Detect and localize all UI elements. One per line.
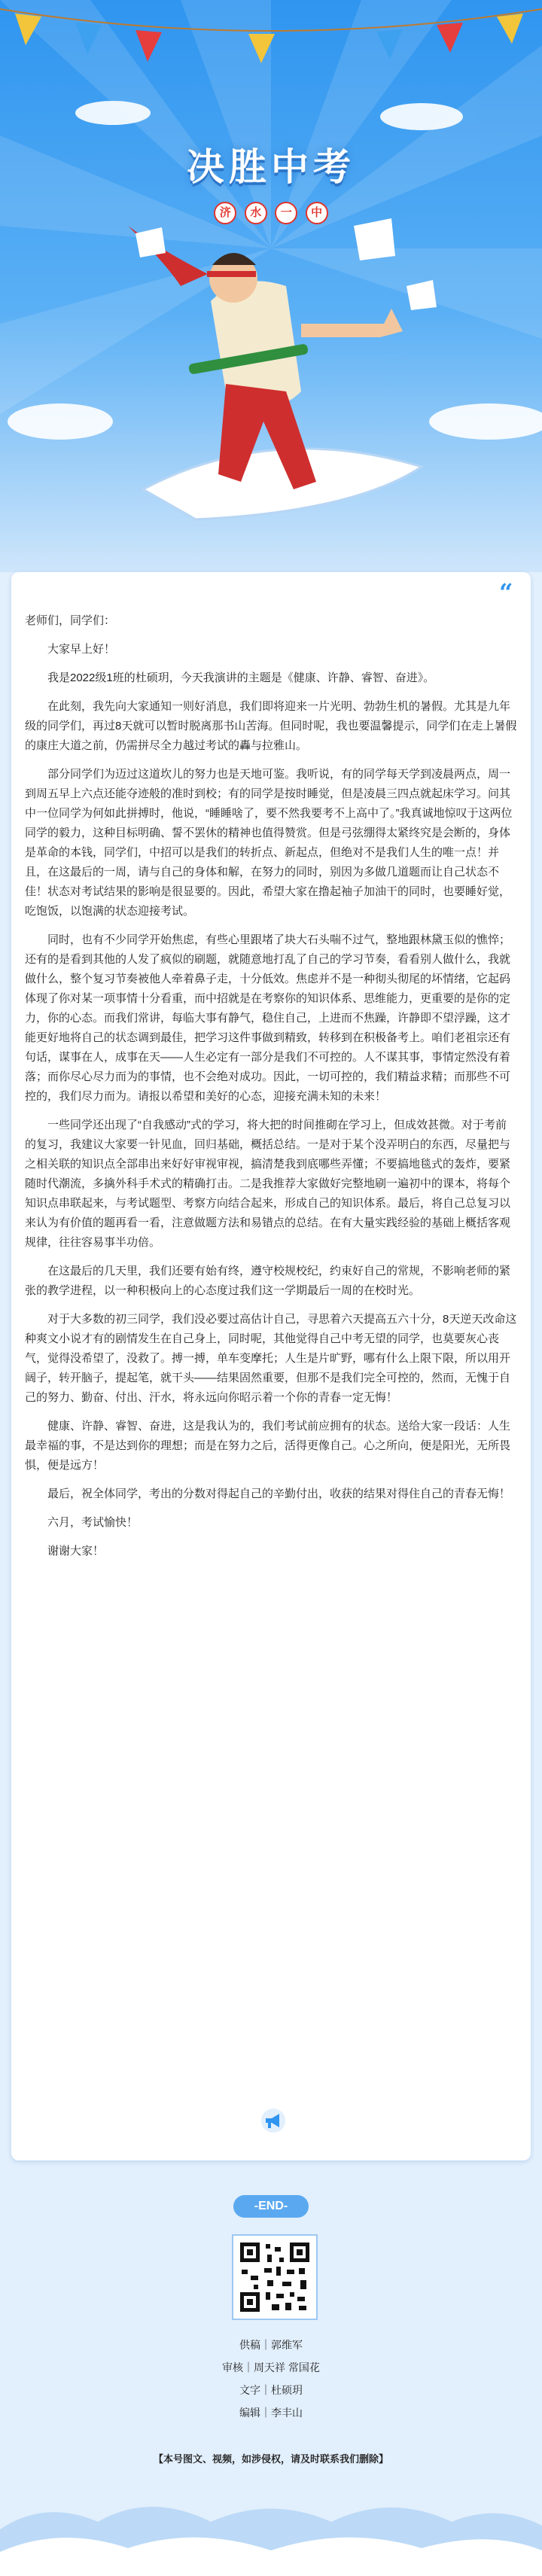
credit-line: 编辑｜李丰山 — [239, 2407, 303, 2419]
speech-card — [11, 572, 531, 2160]
credits — [0, 2334, 542, 2424]
sunburst-background — [0, 0, 542, 572]
qr-code[interactable] — [233, 2236, 316, 2319]
speech-paragraph: 同时，也有不少同学开始焦虑，有些心里跟堵了块大石头喘不过气，整地跟林黛玉似的憔悴；还有的是看到其他的人发了疯似的刷题，就随意地打乱了自己的学习节奏，看看别人做什么，我就做什么，整个复习节奏被他人牵着鼻子走，十分低效。焦虑并不是一种彻头彻尾的坏情绪，它起码体现了你对某一项事情十分看重，而中招就是在考察你的知识体系、思维能力，更重要的是你的定力，你的心态。而我们常讲，每临大事有静气，稳住自己，上进而不焦躁，许静即不望浮躁，这才能更好地将自己的状态调到最佳，把学习这件事做到精致，转移到在积极备考上。咱们老祖宗还有句话，谋事在人，成事在天——人生必定有一部分是我们不可控的。人不谋其事，事情定然没有着落；而你尽心尽力而为的事情，也不会绝对成功。因此，一切可控的，我们精益求精；而那些不可控的，我们尽力而为。请报以希望和美好的心态，迎接充满未知的未来！ — [25, 933, 511, 1103]
school-tags — [0, 202, 542, 224]
quote-open-icon: “ — [499, 578, 513, 607]
speech-paragraph: 我是2022级1班的杜硕玥，今天我演讲的主题是《健康、许静、睿智、奋进》。 — [47, 671, 435, 684]
speech-paragraph: 在此刻，我先向大家通知一则好消息，我们即将迎来一片光明、勃勃生机的暑假。尤其是九年级的同学们，再过8天就可以暂时脱离那书山苦海。但同时呢，我也要温馨提示，同学们在走上暑假的康庄大道之前，仍需拼尽全力越过考试的轟与拉雅山。 — [25, 700, 517, 752]
speech-paragraph: 对于大多数的初三同学，我们没必要过高估计自己，寻思着六天提高五六十分，8天逆天改命这种爽文小说才有的剧情发生在自己身上，同时呢，其他觉得自己中考无望的同学，也莫要灰心丧气，觉得没希望了，没救了。搏一搏，单车变摩托；人生是片旷野，哪有什么上限下限，所以用开阔子，转开脑子，提起笔，就干头——结果固然重要，但那不是我们完全可控的，然而，无愧于自己的努力、勤奋、付出、汗水，将永远向你昭示着一个你的青春一定无悔！ — [25, 1313, 517, 1404]
tag-char: 济 — [214, 202, 236, 224]
tag-char: 水 — [245, 202, 267, 224]
speech-paragraph: 谢谢大家！ — [47, 1545, 105, 1557]
speech-paragraph: 六月，考试愉快！ — [47, 1516, 139, 1529]
credit-line: 审核｜周天祥 常国花 — [222, 2361, 320, 2374]
speech-paragraph: 最后，祝全体同学，考出的分数对得起自己的辛勤付出，收获的结果对得住自己的青春无悔！ — [47, 1487, 511, 1500]
copyright-note: 【本号图文、视频，如涉侵权，请及时联系我们删除】 — [153, 2453, 388, 2465]
speech-paragraph: 在这最后的几天里，我们还要有始有终，遵守校规校纪，约束好自己的常规，不影响老师的紧张的教学进程，以一种积极向上的心态度过我们这一学期最后一周的在校时光。 — [25, 1265, 511, 1297]
tag-char: 中 — [306, 202, 328, 224]
speech-paragraph: 一些同学还出现了“自我感动”式的学习，将大把的时间推砌在学习上，但成效甚微。对于考前的复习，我建议大家要一针见血，回归基础，概括总结。一是对于某个没弄明白的东西，尽量把与之相关联的知识点全部串出来好好审视审视，搞清楚我到底哪些弄懂；不要搞地毯式的轰炸，要紧随时代潮流，多擒外科手术式的精确打击。二是我推荐大家做好完整地刷一遍初中的课本，将每个知识点串联起来，与考试题型、考察方向结合起来，形成自己的知识体系。最后，将自己总复习以来认为有价值的题再看一看，注意做题方法和易错点的总结。在有大量实践经验的基础上概括客观规律，往往容易事半功倍。 — [25, 1119, 511, 1249]
credit-line: 供稿｜郭维军 — [239, 2339, 303, 2351]
footer-clouds — [0, 2484, 542, 2576]
speech-paragraph: 健康、许静、睿智、奋进，这是我认为的，我们考试前应拥有的状态。送给大家一段话：人生最幸福的事，不是达到你的理想；而是在努力之后，活得更像自己。心之所向，便是阳光，无所畏惧，便是远方！ — [25, 1420, 511, 1472]
speech-paragraph: 部分同学们为迈过这道坎儿的努力也是天地可鉴。我听说，有的同学每天学到凌晨两点，周一到周五早上六点还能夺迹般的准时到校；有的同学是按时睡觉，但是凌晨三四点就起床学习。问其中一位同学为何如此拼搏时，他说，“睡睡啥了，要不然我要考不上高中了。”我真诚地惊叹于这两位同学的毅力，这种目标明确、誓不罢休的精神也值得赞赏。但是弓弦绷得太紧终究是会断的，身体是革命的本钱，同学们，中招可以是我们的转折点、新起点，但绝对不是我们人生的唯一点！并且，在这最后的一周，请与自己的身体和解，在努力的同时，别因为多做几道题而让自己状态不佳！状态对考试结果的影响是很显要的。因此，希望大家在撸起袖子加油干的同时，也要睡好觉，吃饱饭，以饱满的状态迎接考试。 — [25, 768, 513, 918]
megaphone-icon — [260, 2108, 287, 2133]
hero-banner — [0, 0, 542, 572]
end-badge: -END- — [233, 2195, 309, 2218]
tag-char: 一 — [275, 202, 297, 224]
page-title: 决胜中考 — [187, 145, 355, 189]
speech-paragraph: 大家早上好！ — [47, 643, 116, 656]
speech-paragraph: 老师们，同学们： — [25, 614, 116, 627]
credit-line: 文字｜杜硕玥 — [239, 2384, 303, 2396]
speech-article — [25, 611, 517, 1570]
